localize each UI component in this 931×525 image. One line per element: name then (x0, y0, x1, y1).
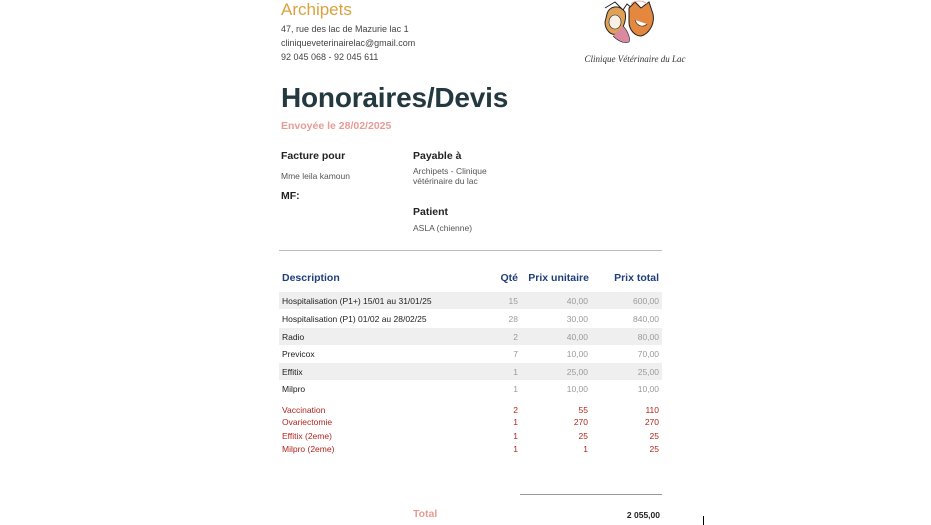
row-description: Hospitalisation (P1+) 15/01 au 31/01/25 (282, 296, 432, 306)
total-label: Total (413, 508, 438, 520)
row-qty: 28 (508, 314, 518, 324)
row-unit-price: 10,00 (566, 384, 588, 394)
row-unit-price: 10,00 (566, 349, 588, 359)
extra-row-total-price: 270 (644, 417, 659, 427)
extra-row-qty: 1 (513, 431, 518, 441)
row-qty: 1 (513, 384, 518, 394)
table-row (279, 328, 662, 345)
extra-row-total-price: 110 (645, 405, 659, 415)
row-unit-price: 25,00 (566, 367, 588, 377)
extra-row-unit-price: 270 (573, 417, 588, 427)
company-name: Archipets (281, 0, 352, 19)
extra-row-unit-price: 1 (583, 444, 588, 454)
extra-row (279, 405, 662, 417)
sent-date: Envoyée le 28/02/2025 (281, 120, 392, 132)
row-qty: 1 (513, 367, 518, 377)
extra-row-qty: 1 (513, 444, 518, 454)
table-row (279, 345, 662, 362)
extra-row (279, 431, 662, 443)
company-phones: 92 045 068 - 92 045 611 (281, 52, 379, 62)
row-qty: 15 (508, 296, 518, 306)
table-row (279, 292, 662, 309)
payable-value-line-1: Archipets - Clinique (413, 166, 487, 176)
extra-row-total-price: 25 (649, 444, 659, 454)
mf-label: MF: (281, 190, 300, 202)
section-divider (279, 250, 662, 251)
logo-signature: Clinique Vétérinaire du Lac (584, 54, 686, 64)
table-row (279, 380, 662, 397)
row-description: Previcox (282, 349, 315, 359)
payable-value-line-2: vétérinaire du lac (413, 176, 478, 186)
row-total-price: 80,00 (637, 332, 659, 342)
bill-to-value: Mme leila kamoun (281, 171, 350, 181)
row-unit-price: 30,00 (566, 314, 588, 324)
extra-row-qty: 2 (513, 405, 518, 415)
header-description: Description (282, 272, 340, 284)
table-row (279, 363, 662, 380)
payable-label: Payable à (413, 150, 462, 162)
extra-row-description: Effitix (2eme) (282, 431, 332, 441)
row-total-price: 10,00 (637, 384, 659, 394)
extra-row (279, 417, 662, 429)
extra-row (279, 444, 662, 456)
row-total-price: 70,00 (637, 349, 659, 359)
patient-value: ASLA (chienne) (413, 223, 473, 233)
extra-row-qty: 1 (513, 417, 518, 427)
header-qty: Qté (500, 272, 518, 284)
extra-row-description: Ovariectomie (282, 417, 333, 427)
clinic-logo-icon (583, 0, 687, 68)
row-unit-price: 40,00 (566, 296, 588, 306)
company-address: 47, rue des lac de Mazurie lac 1 (281, 24, 409, 34)
patient-label: Patient (413, 206, 449, 218)
row-unit-price: 40,00 (566, 332, 588, 342)
extra-row-description: Vaccination (282, 405, 326, 415)
row-total-price: 600,00 (633, 296, 659, 306)
row-total-price: 840,00 (633, 314, 659, 324)
table-row (279, 310, 662, 327)
row-description: Hospitalisation (P1) 01/02 au 28/02/25 (282, 314, 427, 324)
total-value: 2 055,00 (626, 510, 660, 520)
row-description: Effitix (282, 367, 303, 377)
document-title: Honoraires/Devis (281, 82, 509, 113)
extra-row-description: Milpro (2eme) (282, 444, 335, 454)
extra-row-total-price: 25 (649, 431, 659, 441)
text-cursor (703, 516, 704, 525)
row-total-price: 25,00 (637, 367, 659, 377)
row-qty: 2 (513, 332, 518, 342)
total-divider (520, 494, 662, 495)
bill-to-label: Facture pour (281, 150, 346, 162)
extra-row-unit-price: 55 (578, 405, 588, 415)
row-description: Milpro (282, 384, 306, 394)
extra-row-unit-price: 25 (578, 431, 588, 441)
row-qty: 7 (513, 349, 518, 359)
company-email: cliniqueveterinairelac@gmail.com (281, 38, 416, 48)
header-unit-price: Prix unitaire (528, 272, 589, 284)
row-description: Radio (282, 332, 305, 342)
header-total-price: Prix total (614, 272, 659, 284)
